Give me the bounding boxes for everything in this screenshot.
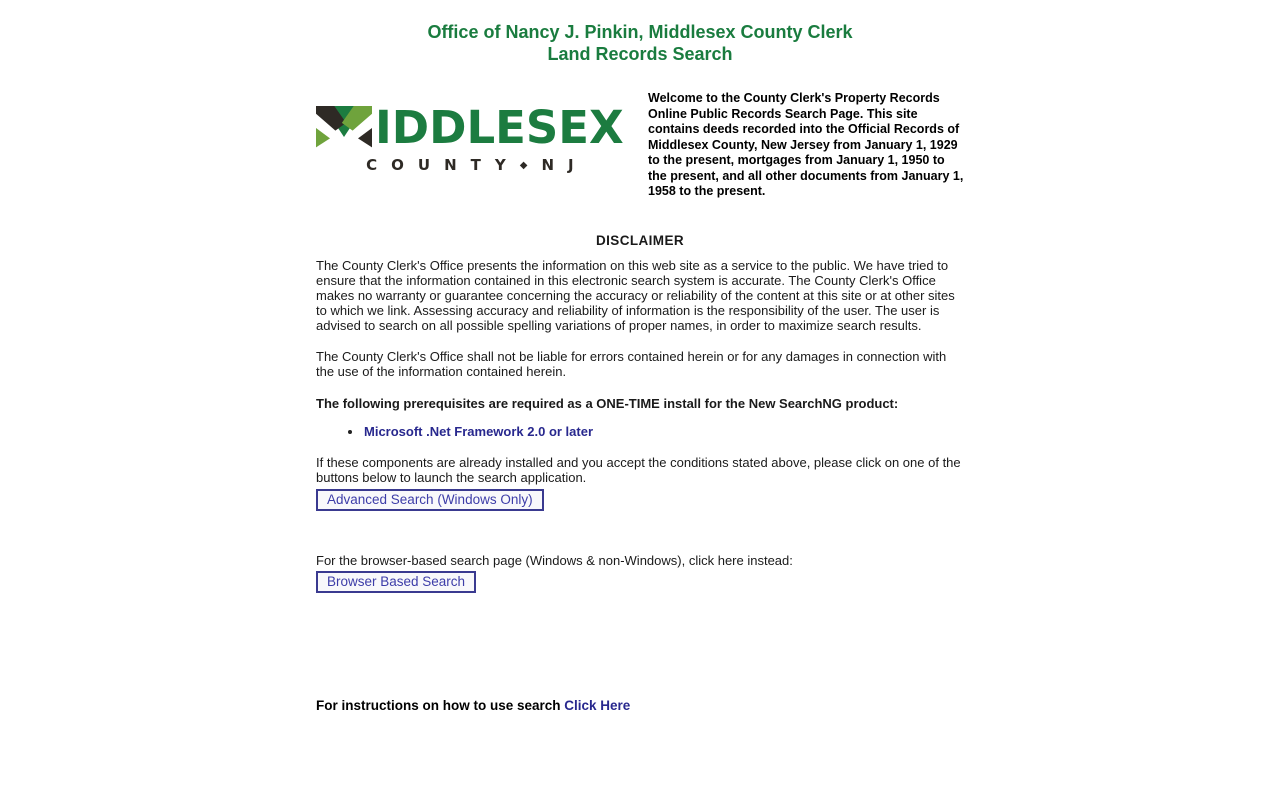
footer-instructions-text: For instructions on how to use search xyxy=(316,697,565,713)
middlesex-m-mark-icon xyxy=(316,106,372,150)
launch-instructions-text: If these components are already installed and you accept the conditions stated above, please click on one of the buttons below to launch the search application. xyxy=(316,454,961,485)
logo-county-text: COUNTY xyxy=(366,156,520,174)
disclaimer-heading: DISCLAIMER xyxy=(596,232,684,248)
dotnet-framework-link[interactable]: Microsoft .Net Framework 2.0 or later xyxy=(364,423,594,439)
browser-based-search-button[interactable]: Browser Based Search xyxy=(316,571,476,593)
disclaimer-paragraph-1: The County Clerk's Office presents the information on this web site as a service to the public. We have tried to ensure that the information contained in this electronic search system is accurate. The County Clerk's Office makes no warranty or guarantee concerning the accuracy or reliability of the content at this site or at other sites to which we link. Assessing accuracy and reliability of information is the responsibility of the user. The user is advised to search on all possible spelling variations of proper names, in order to maximize search results. xyxy=(316,257,955,333)
middlesex-county-logo xyxy=(316,101,624,174)
page-title-line1: Office of Nancy J. Pinkin, Middlesex County Clerk xyxy=(427,22,853,42)
logo-state-text: NJ xyxy=(541,156,588,174)
prerequisites-list xyxy=(316,424,964,439)
list-item xyxy=(363,424,964,439)
content-container xyxy=(316,0,964,714)
logo-wordmark xyxy=(316,101,624,154)
instructions-click-here-link[interactable]: Click Here xyxy=(564,697,631,713)
welcome-text: Welcome to the County Clerk's Property Records Online Public Records Search Page. This site contains deeds recorded into the Official Records of Middlesex County, New Jersey from January 1, 1929 to the present, mortgages from January 1, 1950 to the present, and all other documents from January 1, 1958 to the present. xyxy=(648,91,964,198)
prerequisites-heading: The following prerequisites are required as a ONE-TIME install for the New SearchNG product: xyxy=(316,395,899,411)
logo-wordmark-text: IDDLESEX xyxy=(375,101,624,154)
logo-county-line xyxy=(316,156,624,174)
footer-instructions xyxy=(316,698,964,714)
advanced-search-button[interactable]: Advanced Search (Windows Only) xyxy=(316,489,544,511)
page-title-line2: Land Records Search xyxy=(547,44,733,64)
diamond-icon: ◆ xyxy=(519,160,542,171)
page-title xyxy=(316,21,964,65)
disclaimer-paragraph-2: The County Clerk's Office shall not be liable for errors contained herein or for any damages in connection with the use of the information contained herein. xyxy=(316,348,947,379)
browser-search-text: For the browser-based search page (Windows & non-Windows), click here instead: xyxy=(316,552,793,568)
intro-row xyxy=(316,91,964,200)
